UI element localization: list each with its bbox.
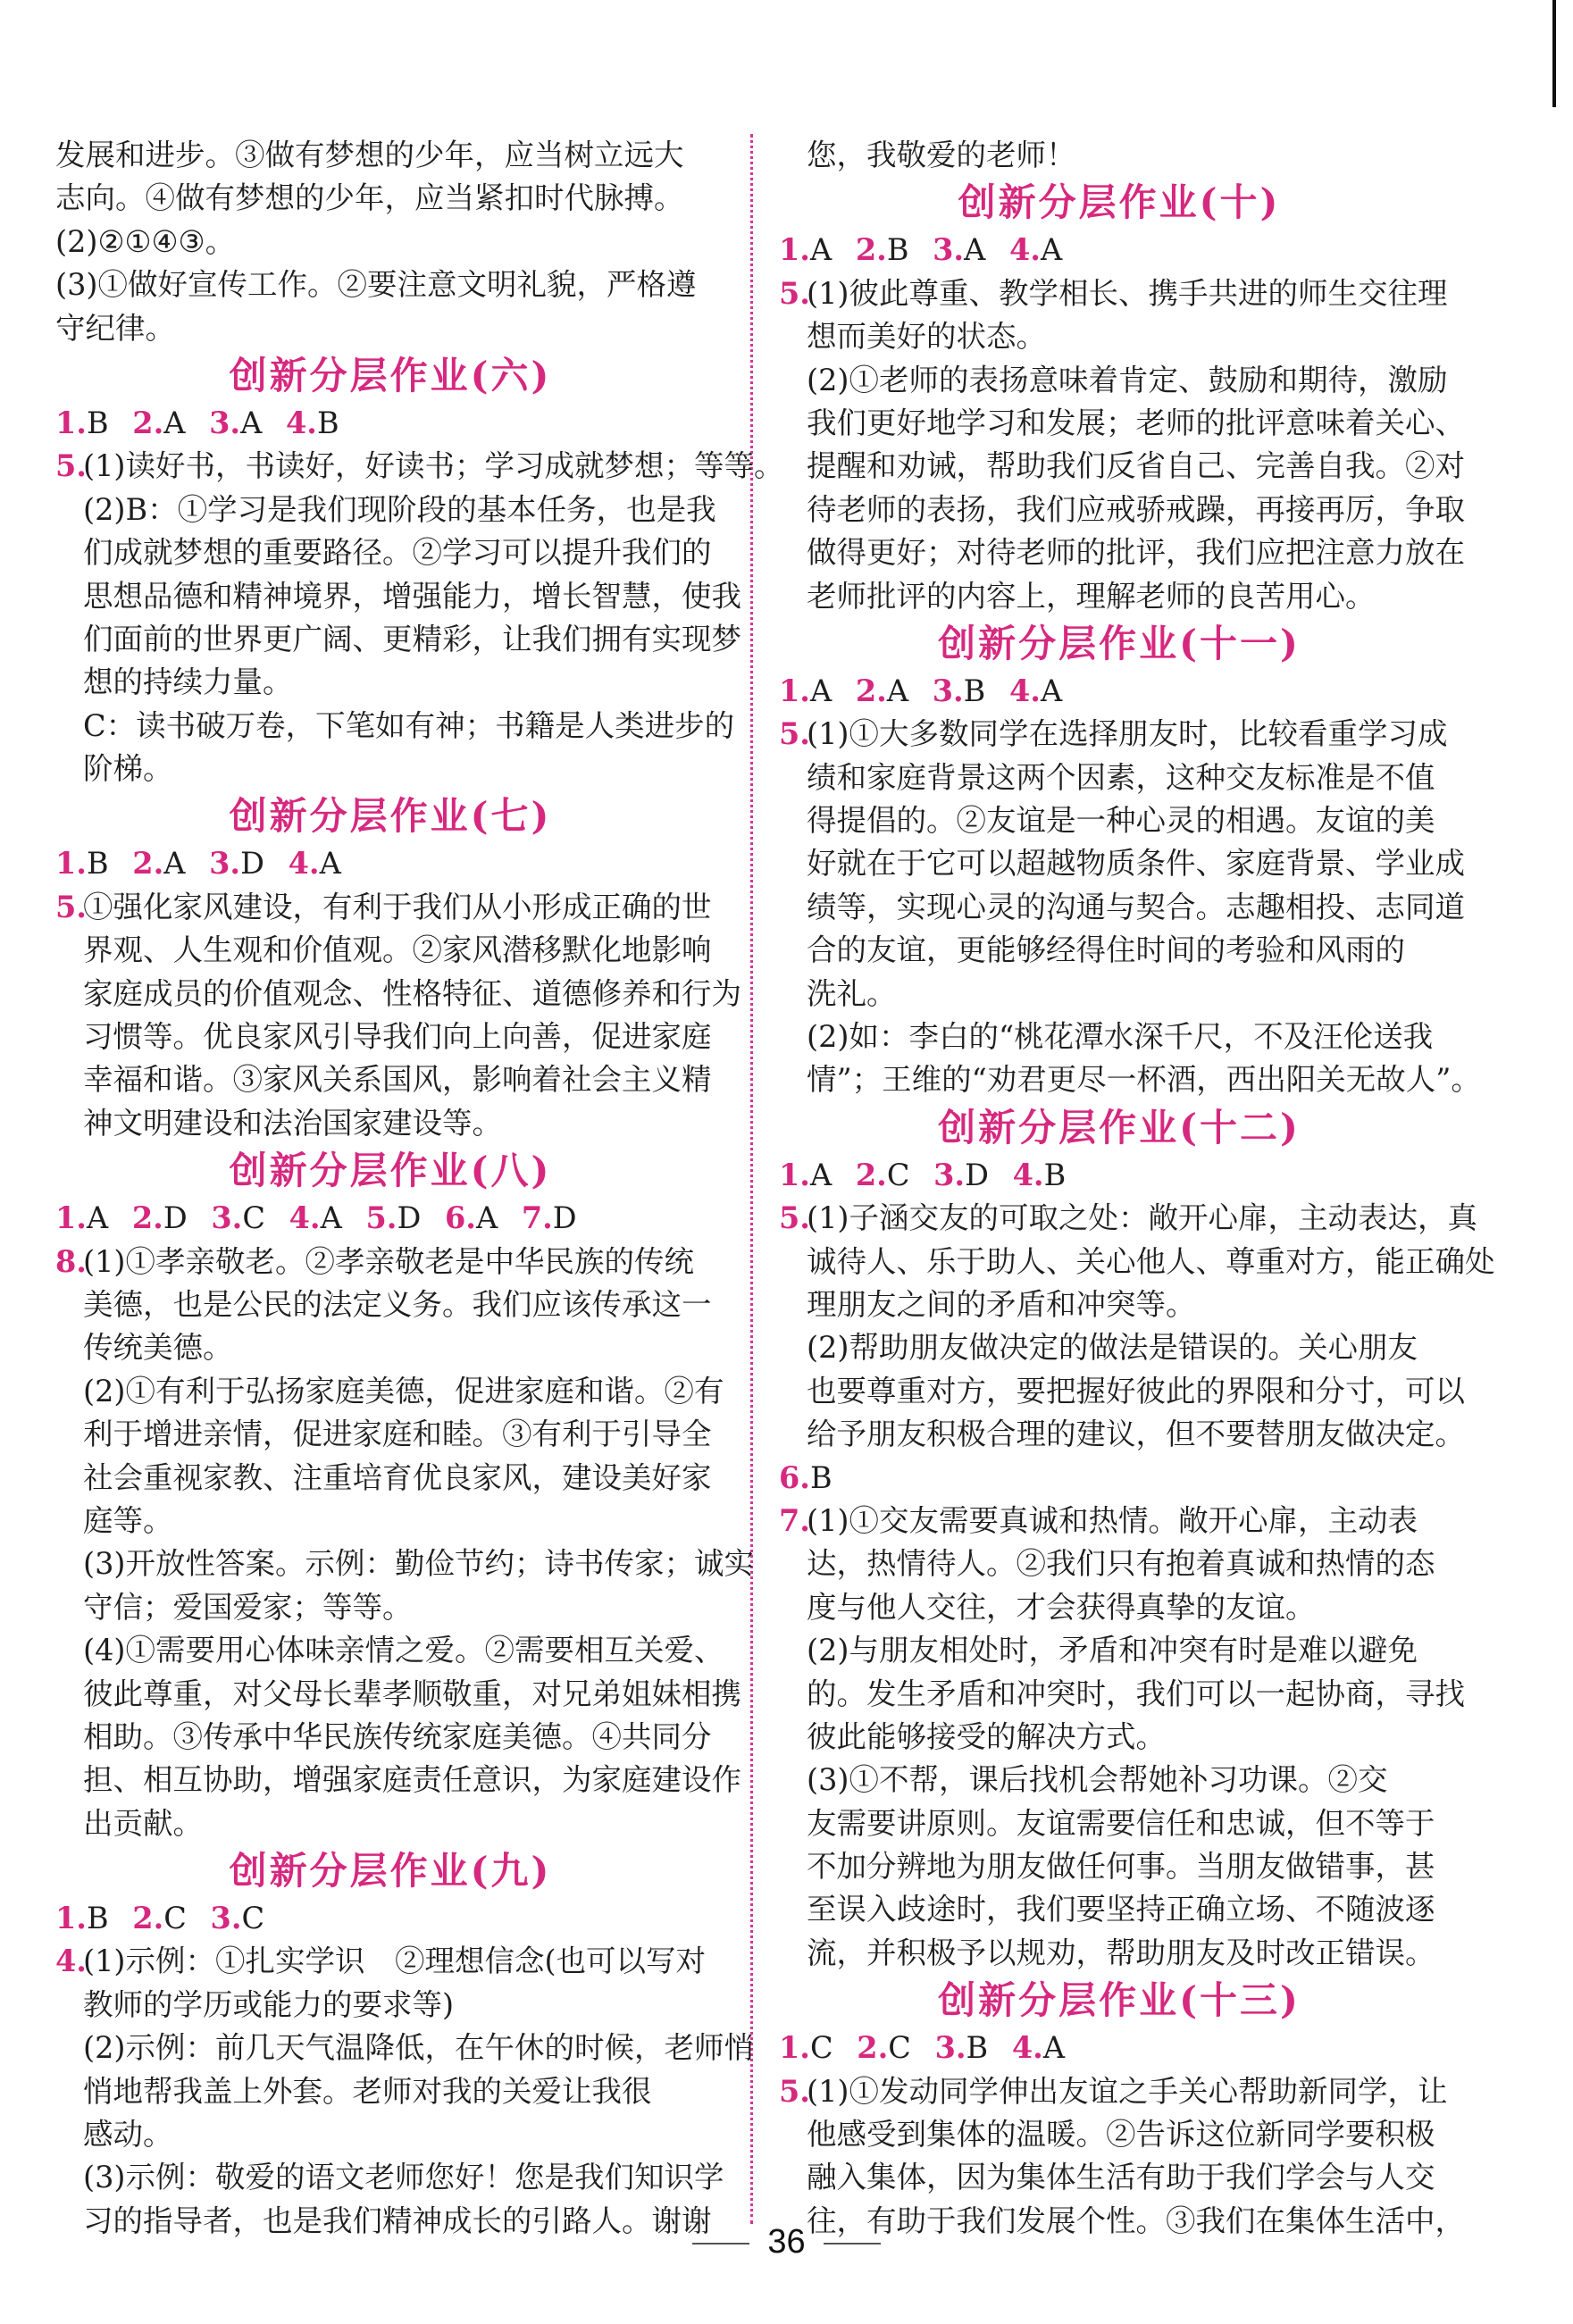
question-line: 5.(1)彼此尊重、教学相长、携手共进的师生交往理 xyxy=(779,275,1448,311)
answer-row: 1.A 2.C 3.D 4.B xyxy=(779,1157,1067,1192)
text-line: 教师的学历或能力的要求等) xyxy=(83,1986,455,2022)
text-line: 们成就梦想的重要路径。②学习可以提升我们的 xyxy=(83,535,712,571)
text-line: C：读书破万卷，下笔如有神；书籍是人类进步的 xyxy=(83,707,735,743)
answer-row: 1.B 2.A 3.A 4.B xyxy=(55,405,339,440)
text-line: 友需要讲原则。友谊需要信任和忠诚，但不等于 xyxy=(807,1805,1435,1841)
text-line: 他感受到集体的温暖。②告诉这位新同学要积极 xyxy=(807,2117,1435,2153)
text-line: 往，有助于我们发展个性。③我们在集体生活中， xyxy=(807,2203,1465,2238)
answer-row: 1.B 2.C 3.C xyxy=(55,1901,265,1936)
text-line: 融入集体，因为集体生活有助于我们学会与人交 xyxy=(807,2160,1435,2195)
section-title: 创新分层作业(七) xyxy=(229,794,552,839)
answer-row: 1.A 2.D 3.C 4.A 5.D 6.A 7.D xyxy=(55,1200,577,1236)
text-line: 达，热情待人。②我们只有抱着真诚和热情的态 xyxy=(807,1546,1435,1582)
text-line: 发展和进步。③做有梦想的少年，应当树立远大 xyxy=(55,138,684,172)
text-line: 思想品德和精神境界，增强能力，增长智慧，使我 xyxy=(83,578,741,614)
section-title: 创新分层作业(十) xyxy=(958,180,1281,225)
text-line: (2)如：李白的“桃花潭水深千尺，不及汪伦送我 xyxy=(807,1019,1434,1055)
text-line: 彼此能够接受的解决方式。 xyxy=(807,1718,1166,1754)
text-line: 至误入歧途时，我们要坚持正确立场、不随波逐 xyxy=(807,1892,1435,1927)
text-line: 彼此尊重，对父母长辈孝顺敬重，对兄弟姐妹相携 xyxy=(83,1676,741,1711)
question-line: 5.(1)①大多数同学在选择朋友时，比较看重学习成 xyxy=(779,716,1448,752)
text-line: (2)②①④③。 xyxy=(55,223,236,259)
question-line: 5.(1)子涵交友的可取之处：敞开心扉，主动表达，真 xyxy=(779,1200,1477,1236)
text-line: 守信；爱国爱家；等等。 xyxy=(83,1589,413,1625)
answer-row: 1.B 2.A 3.D 4.A xyxy=(55,846,341,882)
text-line: 担、相互协助，增强家庭责任意识，为家庭建设作 xyxy=(83,1762,741,1798)
text-line: 待老师的表扬，我们应戒骄戒躁，再接再厉，争取 xyxy=(807,491,1465,527)
text-line: 社会重视家教、注重培育优良家风，建设美好家 xyxy=(83,1459,712,1495)
section-title: 创新分层作业(十一) xyxy=(938,621,1301,665)
text-line: 美德，也是公民的法定义务。我们应该传承这一 xyxy=(83,1286,712,1322)
text-line: 的。发生矛盾和冲突时，我们可以一起协商，寻找 xyxy=(807,1676,1465,1711)
section-title: 创新分层作业(九) xyxy=(229,1849,552,1893)
section-title: 创新分层作业(六) xyxy=(229,353,552,397)
text-line: 习的指导者，也是我们精神成长的引路人。谢谢 xyxy=(83,2203,712,2238)
text-line: 想而美好的状态。 xyxy=(807,319,1046,355)
page-footer xyxy=(0,2215,1573,2269)
answer-row: 1.A 2.A 3.B 4.A xyxy=(779,673,1063,708)
text-line: (3)①不帮，课后找机会帮她补习功课。②交 xyxy=(807,1762,1388,1798)
page-number: 36 xyxy=(767,2223,806,2261)
text-line: 理朋友之间的矛盾和冲突等。 xyxy=(807,1286,1196,1322)
text-line: 庭等。 xyxy=(83,1502,173,1538)
text-line: 不加分辨地为朋友做任何事。当朋友做错事，甚 xyxy=(807,1849,1435,1885)
text-line: 相助。③传承中华民族传统家庭美德。④共同分 xyxy=(83,1718,712,1754)
text-line: 合的友谊，更能够经得住时间的考验和风雨的 xyxy=(807,932,1405,968)
text-line: 也要尊重对方，要把握好彼此的界限和分寸，可以 xyxy=(807,1373,1465,1409)
text-line: 得提倡的。②友谊是一种心灵的相遇。友谊的美 xyxy=(807,803,1435,839)
answer-row: 6.B xyxy=(779,1459,833,1495)
text-line: 想的持续力量。 xyxy=(83,665,293,700)
text-line: 绩和家庭背景这两个因素，这种交友标准是不值 xyxy=(807,759,1435,795)
footer-dash-right xyxy=(824,2243,881,2245)
text-line: 诚待人、乐于助人、关心他人、尊重对方，能正确处 xyxy=(807,1243,1495,1279)
text-line: 流，并积极予以规劝，帮助朋友及时改正错误。 xyxy=(807,1935,1435,1970)
text-line: 度与他人交往，才会获得真挚的友谊。 xyxy=(807,1589,1316,1625)
text-line: 们面前的世界更广阔、更精彩，让我们拥有实现梦 xyxy=(83,621,741,656)
text-line: 神文明建设和法治国家建设等。 xyxy=(83,1105,502,1141)
text-line: (2)与朋友相处时，矛盾和冲突有时是难以避免 xyxy=(807,1633,1418,1668)
section-title: 创新分层作业(十二) xyxy=(938,1105,1301,1149)
left-column xyxy=(55,134,784,2243)
question-line: 5.①强化家风建设，有利于我们从小形成正确的世 xyxy=(55,889,712,924)
text-line: 情”；王维的“劝君更尽一杯酒，西出阳关无故人”。 xyxy=(807,1062,1481,1098)
text-line: 守纪律。 xyxy=(55,310,175,346)
right-column xyxy=(779,134,1495,2243)
text-line: 做得更好；对待老师的批评，我们应把注意力放在 xyxy=(807,535,1465,571)
footer-dash-left xyxy=(692,2243,749,2245)
text-line: 您，我敬爱的老师！ xyxy=(807,138,1076,172)
text-line: (2)B：①学习是我们现阶段的基本任务，也是我 xyxy=(83,491,716,527)
text-line: (3)开放性答案。示例：勤俭节约；诗书传家；诚实 xyxy=(83,1546,754,1582)
text-line: 我们更好地学习和发展；老师的批评意味着关心、 xyxy=(807,405,1465,440)
text-line: 习惯等。优良家风引导我们向上向善，促进家庭 xyxy=(83,1019,712,1055)
text-line: 洗礼。 xyxy=(807,975,897,1011)
text-line: (2)示例：前几天气温降低，在午休的时候，老师悄 xyxy=(83,2030,754,2066)
text-line: 悄地帮我盖上外套。老师对我的关爱让我很 xyxy=(83,2073,652,2109)
text-line: 幸福和谐。③家风关系国风，影响着社会主义精 xyxy=(83,1062,712,1098)
page-edge-line xyxy=(1552,0,1556,107)
text-line: 给予朋友积极合理的建议，但不要替朋友做决定。 xyxy=(807,1417,1465,1452)
text-line: 志向。④做有梦想的少年，应当紧扣时代脉搏。 xyxy=(55,180,684,216)
question-line: 7.(1)①交友需要真诚和热情。敞开心扉，主动表 xyxy=(779,1502,1418,1538)
question-line: 8.(1)①孝亲敬老。②孝亲敬老是中华民族的传统 xyxy=(55,1243,694,1279)
section-title: 创新分层作业(十三) xyxy=(938,1978,1301,2023)
question-line: 5.(1)读好书，书读好，好读书；学习成就梦想；等等。 xyxy=(55,448,784,484)
text-line: 出贡献。 xyxy=(83,1805,203,1841)
question-line: 4.(1)示例：①扎实学识 ②理想信念(也可以写对 xyxy=(55,1944,707,1979)
column-divider xyxy=(750,134,753,2224)
section-title: 创新分层作业(八) xyxy=(229,1149,552,1193)
text-line: (3)①做好宣传工作。②要注意文明礼貌，严格遵 xyxy=(55,267,697,303)
text-line: (2)帮助朋友做决定的做法是错误的。关心朋友 xyxy=(807,1330,1418,1366)
text-line: 感动。 xyxy=(83,2117,173,2153)
answer-row: 1.C 2.C 3.B 4.A xyxy=(779,2030,1066,2066)
answer-row: 1.A 2.B 3.A 4.A xyxy=(779,232,1063,268)
text-line: 好就在于它可以超越物质条件、家庭背景、学业成 xyxy=(807,846,1465,882)
text-line: 阶梯。 xyxy=(83,751,173,787)
text-line: (4)①需要用心体味亲情之爱。②需要相互关爱、 xyxy=(83,1633,724,1668)
text-line: 提醒和劝诫，帮助我们反省自己、完善自我。②对 xyxy=(807,448,1465,484)
text-line: 绩等，实现心灵的沟通与契合。志趣相投、志同道 xyxy=(807,889,1465,924)
text-line: 老师批评的内容上，理解老师的良苦用心。 xyxy=(807,578,1376,614)
text-line: (3)示例：敬爱的语文老师您好！您是我们知识学 xyxy=(83,2160,724,2195)
text-line: 传统美德。 xyxy=(83,1330,233,1366)
text-line: 家庭成员的价值观念、性格特征、道德修养和行为 xyxy=(83,975,741,1011)
text-line: (2)①有利于弘扬家庭美德，促进家庭和谐。②有 xyxy=(83,1373,724,1409)
text-line: 利于增进亲情，促进家庭和睦。③有利于引导全 xyxy=(83,1417,712,1452)
text-line: 界观、人生观和价值观。②家风潜移默化地影响 xyxy=(83,932,712,968)
text-line: (2)①老师的表扬意味着肯定、鼓励和期待，激励 xyxy=(807,362,1448,397)
question-line: 5.(1)①发动同学伸出友谊之手关心帮助新同学，让 xyxy=(779,2073,1448,2109)
